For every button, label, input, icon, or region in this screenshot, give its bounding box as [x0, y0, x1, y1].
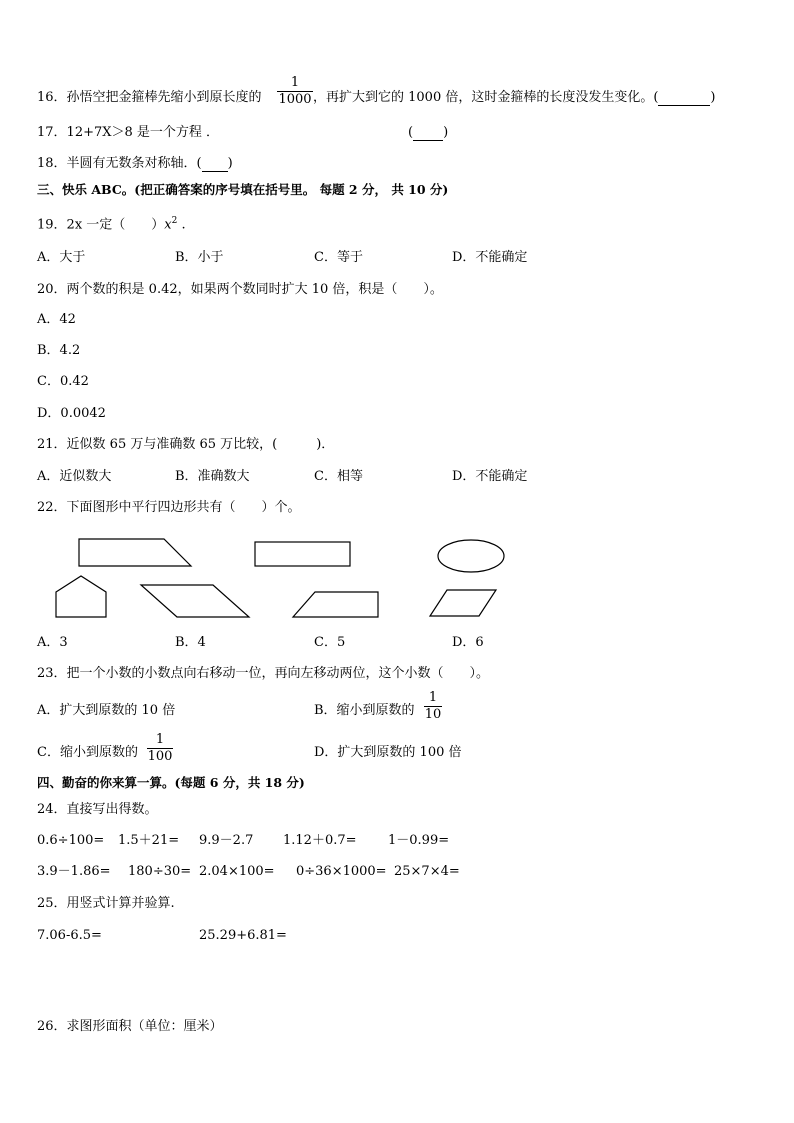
question-21: 21．近似数 65 万与准确数 65 万比较，( )．	[37, 437, 335, 452]
q22-option-b[interactable]: B．4	[175, 635, 206, 650]
q20-option-a[interactable]: A．42	[37, 312, 76, 327]
fraction-denominator: 100	[147, 749, 173, 764]
q19-option-c[interactable]: C．等于	[314, 250, 363, 265]
calc-item: 1.12＋0.7=	[283, 833, 357, 848]
question-22: 22．下面图形中平行四边形共有（ ）个。	[37, 500, 301, 515]
q19-option-b[interactable]: B．小于	[175, 250, 224, 265]
calc-item: 1－0.99=	[388, 833, 450, 848]
q23-option-c-text: C．缩小到原数的	[37, 745, 138, 760]
calc-item: 0÷36×1000=	[296, 864, 387, 879]
question-19	[37, 213, 186, 233]
q22-shapes-figure	[0, 530, 794, 622]
calc-item: 1.5＋21=	[118, 833, 180, 848]
q18-text: 18．半圆有无数条对称轴．(	[37, 156, 202, 171]
parallelogram-shape	[430, 590, 496, 616]
q23-option-b-text: B．缩小到原数的	[314, 703, 415, 718]
calc-item: 2.04×100=	[199, 864, 275, 879]
q19-text: 19．2x 一定（ ）	[37, 217, 165, 233]
rectangle-shape	[255, 542, 350, 566]
q19-option-a[interactable]: A．大于	[37, 250, 86, 265]
q16-text: 16．孙悟空把金箍棒先缩小到原长度的	[37, 90, 262, 105]
trapezoid-shape	[79, 539, 191, 566]
q19-var: x	[164, 217, 172, 233]
question-16	[37, 90, 262, 106]
question-25: 25．用竖式计算并验算.	[37, 896, 175, 911]
q23-option-b[interactable]	[314, 703, 415, 719]
answer-blank[interactable]	[202, 157, 228, 172]
fraction-denominator: 1000	[278, 92, 312, 107]
q22-option-c[interactable]: C．5	[314, 635, 346, 650]
q23-b-fraction	[424, 691, 442, 722]
q19-end: .	[177, 217, 186, 233]
calc-item: 25.29+6.81=	[199, 928, 287, 943]
q19-exp: 2	[171, 216, 178, 226]
question-26: 26．求图形面积（单位：厘米）	[37, 1019, 223, 1034]
q16-fraction	[277, 76, 313, 107]
q21-option-d[interactable]: D．不能确定	[452, 469, 528, 484]
q19-option-d[interactable]: D．不能确定	[452, 250, 528, 265]
calc-item: 3.9－1.86=	[37, 864, 111, 879]
answer-blank[interactable]	[413, 126, 443, 141]
q21-option-a[interactable]: A．近似数大	[37, 469, 112, 484]
q17-close: )	[443, 125, 449, 140]
q17-open: (	[408, 125, 414, 140]
question-24: 24．直接写出得数。	[37, 802, 158, 817]
question-17	[37, 125, 219, 141]
q18-close: )	[227, 156, 233, 171]
q16-rest	[313, 90, 716, 106]
q22-option-a[interactable]: A．3	[37, 635, 68, 650]
q21-option-b[interactable]: B．准确数大	[175, 469, 250, 484]
section-3-title: 三、快乐 ABC。(把正确答案的序号填在括号里。 每题 2 分， 共 10 分)	[37, 182, 449, 197]
q16-close: )	[710, 90, 716, 105]
answer-blank[interactable]	[658, 91, 710, 106]
q17-text: 17．12+7X＞8 是一个方程 ．	[37, 125, 220, 140]
question-18	[37, 156, 233, 172]
q21-option-c[interactable]: C．相等	[314, 469, 363, 484]
q23-option-c[interactable]	[37, 745, 138, 761]
section-4-title: 四、勤奋的你来算一算。(每题 6 分，共 18 分)	[37, 775, 305, 790]
q16-text-after: ，再扩大到它的 1000 倍，这时金箍棒的长度没发生变化。(	[313, 90, 659, 105]
fraction-numerator: 1	[155, 732, 165, 747]
q23-c-fraction	[147, 733, 173, 764]
fraction-numerator: 1	[290, 75, 300, 90]
q23-option-d[interactable]: D．扩大到原数的 100 倍	[314, 745, 462, 760]
trapezoid-shape	[293, 592, 378, 617]
calc-item: 0.6÷100=	[37, 833, 105, 848]
calc-item: 25×7×4=	[394, 864, 460, 879]
question-20: 20．两个数的积是 0.42，如果两个数同时扩大 10 倍，积是（ ）。	[37, 282, 443, 297]
calc-item: 180÷30=	[128, 864, 192, 879]
pentagon-shape	[56, 576, 106, 617]
parallelogram-shape	[141, 585, 249, 617]
q23-option-a[interactable]: A．扩大到原数的 10 倍	[37, 703, 176, 718]
calc-item: 9.9－2.7	[199, 833, 254, 848]
q20-option-d[interactable]: D．0.0042	[37, 406, 106, 421]
fraction-denominator: 10	[424, 707, 442, 722]
q20-option-c[interactable]: C．0.42	[37, 374, 89, 389]
calc-item: 7.06-6.5=	[37, 928, 102, 943]
q20-option-b[interactable]: B．4.2	[37, 343, 81, 358]
q17-answer	[408, 125, 448, 141]
ellipse-shape	[438, 540, 504, 572]
q22-option-d[interactable]: D．6	[452, 635, 484, 650]
fraction-numerator: 1	[428, 690, 438, 705]
question-23: 23．把一个小数的小数点向右移动一位，再向左移动两位，这个小数（ ）。	[37, 666, 490, 681]
